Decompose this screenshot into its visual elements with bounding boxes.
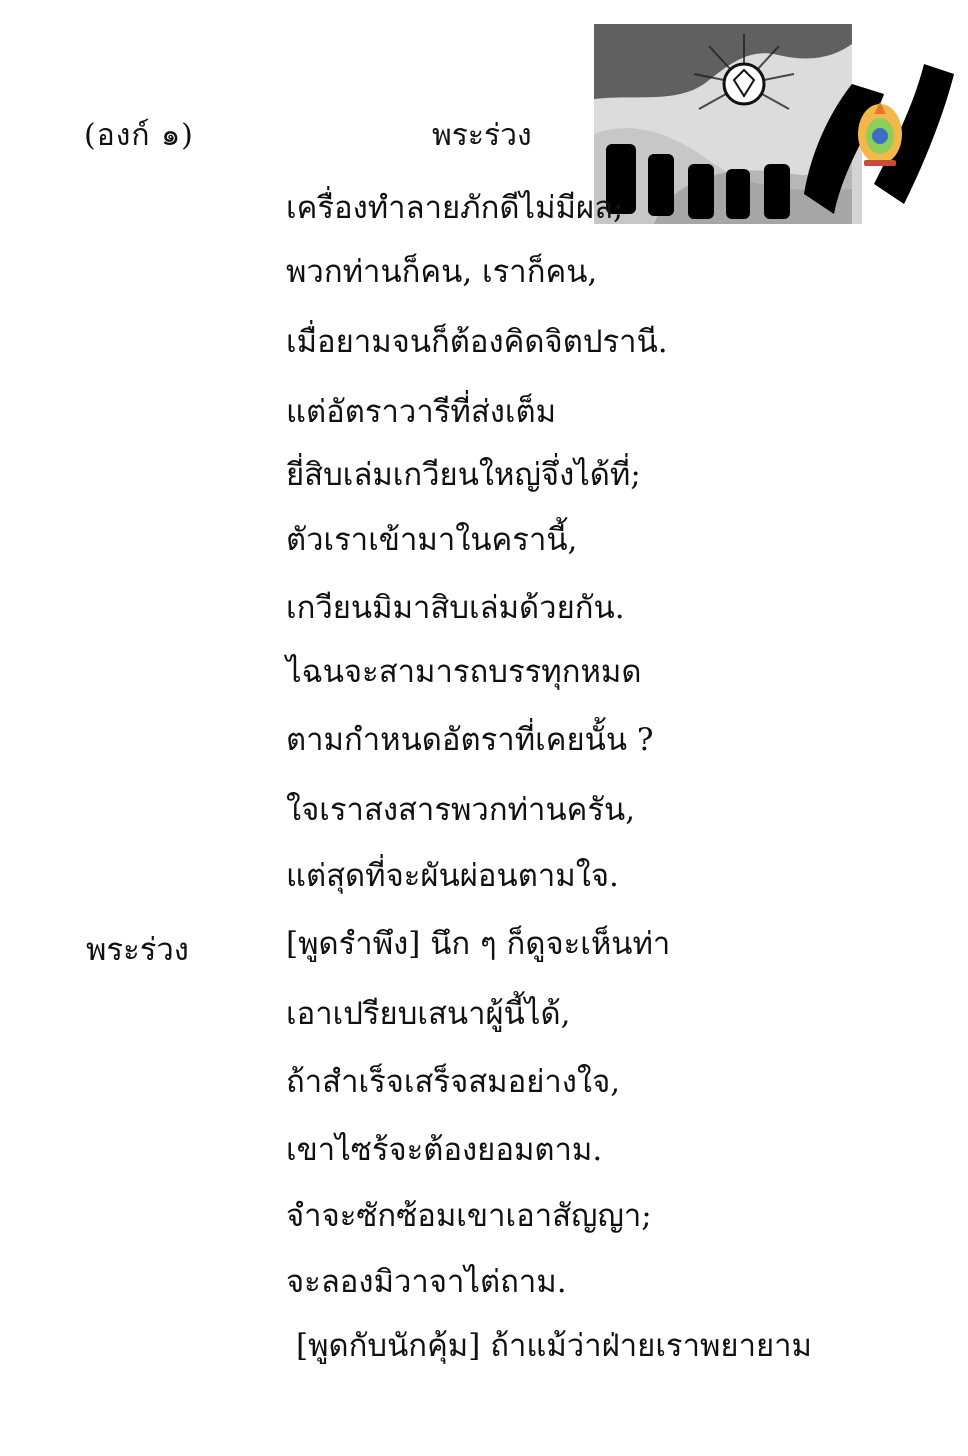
verse-line: เมื่อยามจนก็ต้องคิดจิตปรานี. <box>286 324 668 360</box>
verse-line: เครื่องทำลายภักดีไม่มีผล; <box>286 190 624 226</box>
verse-line: แต่สุดที่จะผันผ่อนตามใจ. <box>286 858 619 894</box>
verse-line: เขาไซร้จะต้องยอมตาม. <box>286 1132 603 1168</box>
running-title: พระร่วง <box>432 118 532 153</box>
verse-line: ตัวเราเข้ามาในครานี้, <box>286 522 578 558</box>
verse-line: พวกท่านก็คน, เราก็คน, <box>286 254 598 290</box>
verse-line: เอาเปรียบเสนาผู้นี้ได้, <box>286 996 571 1032</box>
verse-line-stage-direction: [พูดรำพึง] นึก ๆ ก็ดูจะเห็นท่า <box>286 926 671 962</box>
verse-line: เกวียนมิมาสิบเล่มด้วยกัน. <box>286 590 625 626</box>
verse-line: จะลองมิวาจาไต่ถาม. <box>286 1264 567 1300</box>
verse-line: ถ้าสำเร็จเสร็จสมอย่างใจ, <box>286 1064 621 1100</box>
speaker-label: พระร่วง <box>86 932 189 968</box>
verse-line: แต่อัตราวารีที่ส่งเต็ม <box>286 394 557 430</box>
verse-line: จำจะซักซ้อมเขาเอาสัญญา; <box>286 1198 652 1234</box>
verse-line-stage-direction: [พูดกับนักคุ้ม] ถ้าแม้ว่าฝ่ายเราพยายาม <box>296 1328 812 1364</box>
verse-line: ตามกำหนดอัตราที่เคยนั้น ? <box>286 722 654 758</box>
verse-line: ใจเราสงสารพวกท่านครัน, <box>286 792 636 828</box>
verse-line: ยี่สิบเล่มเกวียนใหญ่จึ่งได้ที่; <box>286 457 641 493</box>
verse-line: ไฉนจะสามารถบรรทุกหมด <box>286 654 642 690</box>
act-number: (องก์ ๑) <box>84 118 194 153</box>
